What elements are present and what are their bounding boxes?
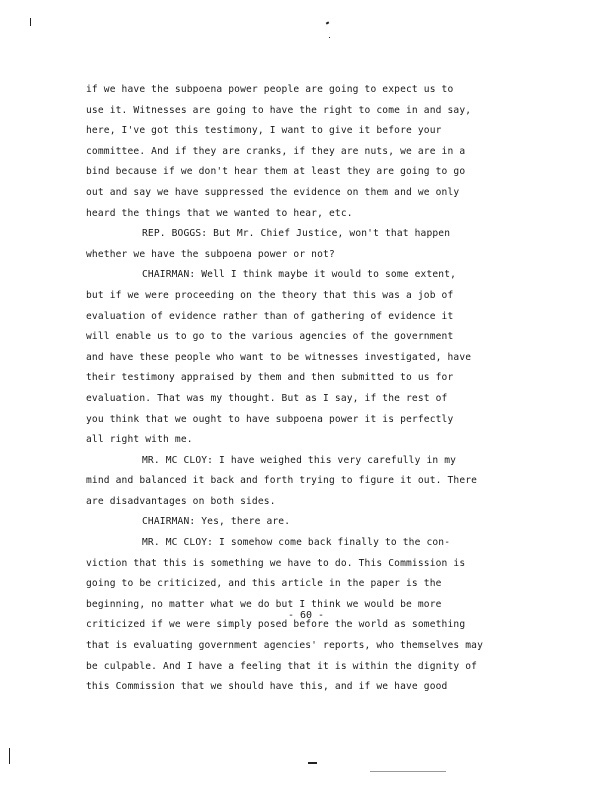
text-line: be culpable. And I have a feeling that it is within the dignity of: [86, 660, 478, 672]
scan-mark-top-right: [326, 21, 330, 24]
text-line: whether we have the subpoena power or not?: [86, 248, 335, 260]
scan-mark-top-right-dot: [329, 37, 330, 38]
text-line: will enable us to go to the various agencies of the government: [86, 331, 454, 343]
text-line: here, I've got this testimony, I want to give it before your: [86, 125, 442, 137]
text-line: use it. Witnesses are going to have the right to come in and say,: [86, 104, 472, 116]
text-line: mind and balanced it back and forth trying to figure it out. There: [86, 475, 478, 487]
text-line: beginning, no matter what we do but I think we would be more: [86, 598, 442, 610]
page-number: - 60 -: [287, 610, 325, 621]
speaker-line-mccloy: MR. MC CLOY: I have weighed this very carefully in my: [142, 454, 457, 466]
text-line: that is evaluating government agencies' reports, who themselves may: [86, 640, 484, 652]
text-line: their testimony appraised by them and then submitted to us for: [86, 372, 454, 384]
speaker-line-boggs: REP. BOGGS: But Mr. Chief Justice, won't that happen: [142, 228, 451, 240]
scan-mark-bottom-right: [370, 771, 446, 772]
text-line: all right with me.: [86, 434, 193, 446]
text-line: and have these people who want to be witnesses investigated, have: [86, 351, 472, 363]
speaker-line-mccloy: MR. MC CLOY: I somehow come back finally to the con-: [142, 537, 451, 549]
text-line: committee. And if they are cranks, if they are nuts, we are in a: [86, 145, 466, 157]
speaker-line-chairman: CHAIRMAN: Well I think maybe it would to some extent,: [142, 269, 457, 281]
transcript-body: [86, 80, 566, 698]
scan-mark-left-top: [30, 18, 31, 26]
text-line: you think that we ought to have subpoena power it is perfectly: [86, 413, 454, 425]
text-line: going to be criticized, and this article in the paper is the: [86, 578, 442, 590]
scan-mark-left-bottom: [9, 748, 10, 764]
text-line: bind because if we don't hear them at least they are going to go: [86, 166, 466, 178]
text-line: are disadvantages on both sides.: [86, 495, 276, 507]
text-line: out and say we have suppressed the evidence on them and we only: [86, 186, 460, 198]
text-line: evaluation of evidence rather than of gathering of evidence it: [86, 310, 454, 322]
text-line: viction that this is something we have to do. This Commission is: [86, 557, 466, 569]
speaker-line-chairman: CHAIRMAN: Yes, there are.: [142, 516, 291, 528]
text-line: evaluation. That was my thought. But as I say, if the rest of: [86, 392, 448, 404]
text-line: heard the things that we wanted to hear, etc.: [86, 207, 353, 219]
text-line: but if we were proceeding on the theory that this was a job of: [86, 289, 454, 301]
text-line: if we have the subpoena power people are going to expect us to: [86, 84, 454, 95]
text-line: this Commission that we should have this, and if we have good: [86, 681, 448, 693]
scan-mark-bottom-center: [308, 762, 317, 764]
text-line: criticized if we were simply posed before the world as something: [86, 619, 466, 631]
